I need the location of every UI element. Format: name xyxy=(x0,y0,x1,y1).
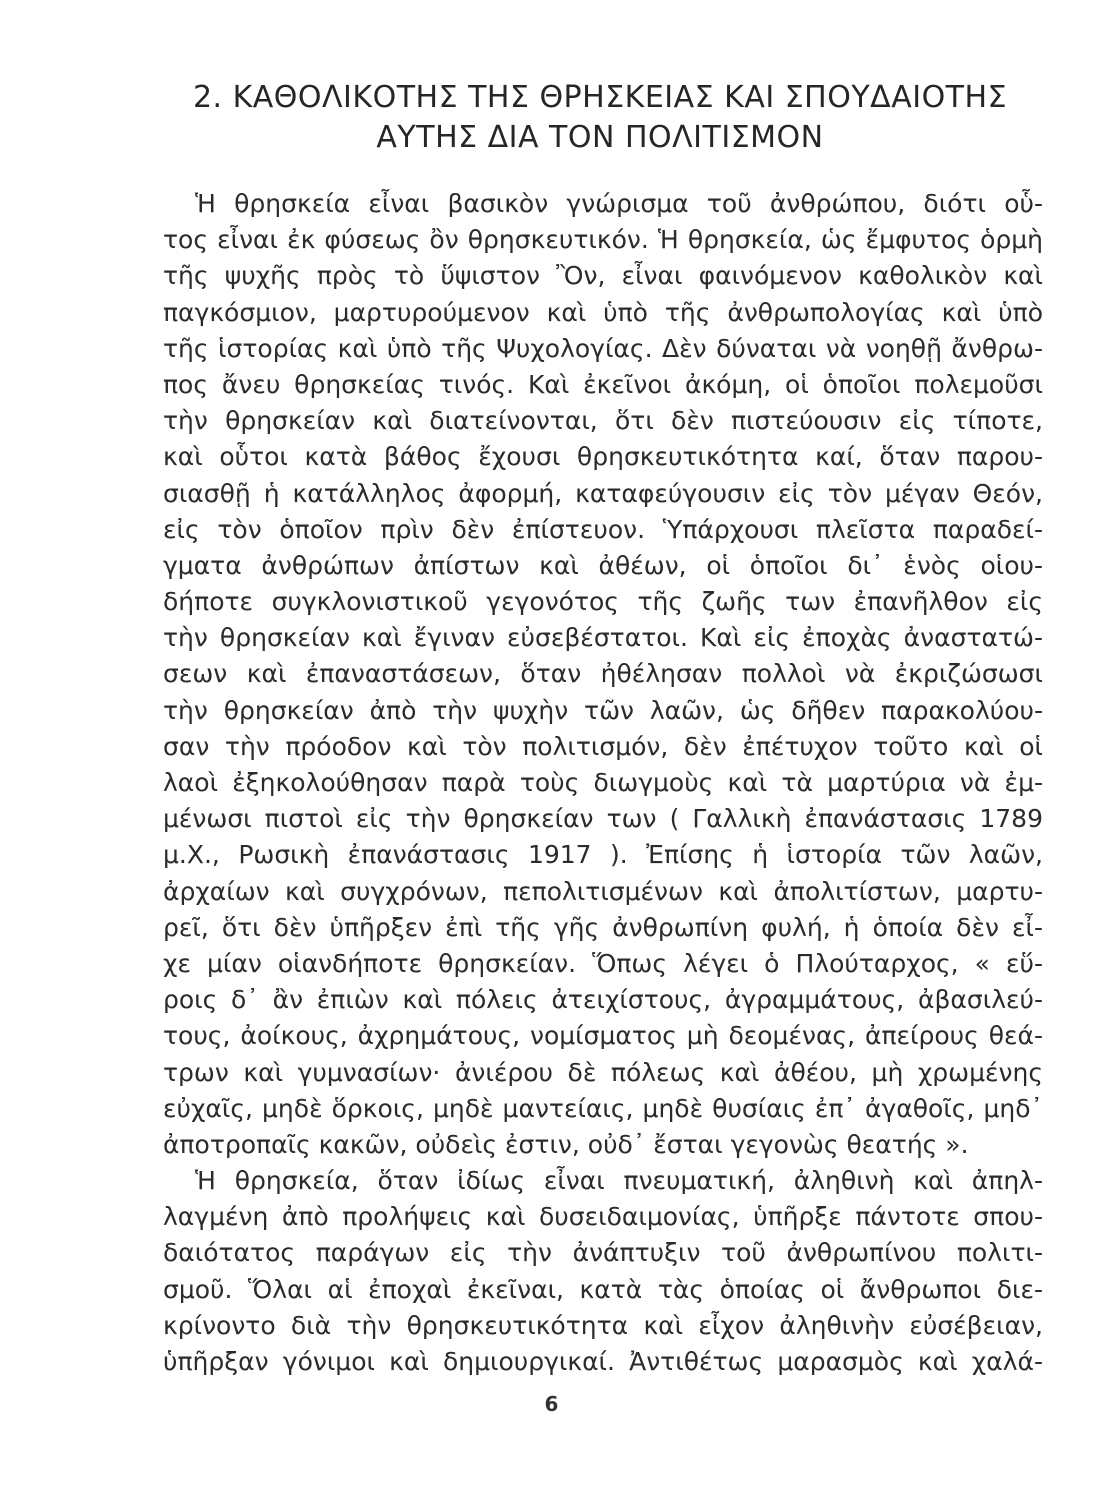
text-line: χε μίαν οἱανδήποτε θρησκείαν. Ὅπως λέγει ὁ Πλούταρχος, « εὕ- xyxy=(163,948,1043,978)
text-line: τους, ἀοίκους, ἀχρημάτους, νομίσματος μὴ δεομένας, ἀπείρους θεά- xyxy=(163,1021,1043,1051)
text-line: κρίνοντο διὰ τὴν θρησκευτικότητα καὶ εἶχον ἀληθινὴν εὐσέβειαν, xyxy=(163,1310,1043,1340)
text-line: σιασθῇ ἡ κατάλληλος ἀφορμή, καταφεύγουσιν εἰς τὸν μέγαν Θεόν, xyxy=(163,478,1043,508)
page-number: 6 xyxy=(544,1392,559,1416)
text-line: ροις δ᾿ ἂν ἐπιὼν καὶ πόλεις ἀτειχίστους, ἀγραμμάτους, ἀβασιλεύ- xyxy=(163,985,1043,1015)
text-line: σμοῦ. Ὅλαι αἱ ἐποχαὶ ἐκεῖναι, κατὰ τὰς ὁποίας οἱ ἄνθρωποι διε- xyxy=(163,1274,1043,1304)
text-line: τῆς ἱστορίας καὶ ὑπὸ τῆς Ψυχολογίας. Δὲν δύναται νὰ νοηθῇ ἄνθρω- xyxy=(163,333,1043,363)
text-line: εὐχαῖς, μηδὲ ὅρκοις, μηδὲ μαντείαις, μηδὲ θυσίαις ἐπ᾿ ἀγαθοῖς, μηδ᾿ xyxy=(163,1093,1043,1123)
text-line: ρεῖ, ὅτι δὲν ὑπῆρξεν ἐπὶ τῆς γῆς ἀνθρωπίνη φυλή, ἡ ὁποία δὲν εἶ- xyxy=(163,912,1043,942)
text-line: σεων καὶ ἐπαναστάσεων, ὅταν ἠθέλησαν πολλοὶ νὰ ἐκριζώσωσι xyxy=(163,659,1043,689)
text-line: μ.Χ., Ρωσικὴ ἐπανάστασις 1917 ). Ἐπίσης ἡ ἱστορία τῶν λαῶν, xyxy=(163,840,1043,870)
text-line: ἀρχαίων καὶ συγχρόνων, πεπολιτισμένων καὶ ἀπολιτίστων, μαρτυ- xyxy=(163,876,1043,906)
text-line: μένωσι πιστοὶ εἰς τὴν θρησκείαν των ( Γαλλικὴ ἐπανάστασις 1789 xyxy=(163,804,1043,834)
text-line: Ἡ θρησκεία εἶναι βασικὸν γνώρισμα τοῦ ἀνθρώπου, διότι οὗ- xyxy=(195,189,1043,218)
text-line: τὴν θρησκείαν καὶ ἔγιναν εὐσεβέστατοι. Καὶ εἰς ἐποχὰς ἀναστατώ- xyxy=(163,623,1043,653)
text-line: τὴν θρησκείαν ἀπὸ τὴν ψυχὴν τῶν λαῶν, ὡς δῆθεν παρακολύου- xyxy=(163,695,1043,725)
text-line: σαν τὴν πρόοδον καὶ τὸν πολιτισμόν, δὲν ἐπέτυχον τοῦτο καὶ οἱ xyxy=(163,731,1043,761)
text-line: τῆς ψυχῆς πρὸς τὸ ὕψιστον Ὂν, εἶναι φαινόμενον καθολικὸν καὶ xyxy=(163,261,1043,291)
text-line: ἀποτροπαῖς κακῶν, οὐδεὶς ἐστιν, οὐδ᾿ ἔσται γεγονὼς θεατής ». xyxy=(163,1129,969,1159)
text-line: πος ἄνευ θρησκείας τινός. Καὶ ἐκεῖνοι ἀκόμη, οἱ ὁποῖοι πολεμοῦσι xyxy=(163,369,1043,399)
text-line: τρων καὶ γυμνασίων· ἀνιέρου δὲ πόλεως καὶ ἀθέου, μὴ χρωμένης xyxy=(163,1057,1043,1087)
text-line: εἰς τὸν ὁποῖον πρὶν δὲν ἐπίστευον. Ὑπάρχουσι πλεῖστα παραδεί- xyxy=(163,514,1043,544)
text-line: παγκόσμιον, μαρτυρούμενον καὶ ὑπὸ τῆς ἀνθρωπολογίας καὶ ὑπὸ xyxy=(163,297,1043,327)
chapter-heading-line-1: 2. ΚΑΘΟΛΙΚΟΤΗΣ ΤΗΣ ΘΡΗΣΚΕΙΑΣ ΚΑΙ ΣΠΟΥΔΑΙΟΤΗΣ xyxy=(192,80,1008,115)
chapter-heading xyxy=(160,78,1040,158)
text-line: καὶ οὗτοι κατὰ βάθος ἔχουσι θρησκευτικότητα καί, ὅταν παρου- xyxy=(163,442,1043,472)
text-line: δήποτε συγκλονιστικοῦ γεγονότος τῆς ζωῆς των ἐπανῆλθον εἰς xyxy=(163,587,1043,617)
text-line: ὑπῆρξαν γόνιμοι καὶ δημιουργικαί. Ἀντιθέτως μαρασμὸς καὶ χαλά- xyxy=(163,1347,1043,1376)
text-line: Ἡ θρησκεία, ὅταν ἰδίως εἶναι πνευματική, ἀληθινὴ καὶ ἀπηλ- xyxy=(195,1166,1043,1196)
text-line: γματα ἀνθρώπων ἀπίστων καὶ ἀθέων, οἱ ὁποῖοι δι᾿ ἑνὸς οἱου- xyxy=(163,550,1043,580)
text-line: λαγμένη ἀπὸ προλήψεις καὶ δυσειδαιμονίας, ὑπῆρξε πάντοτε σπου- xyxy=(163,1202,1043,1232)
chapter-heading-line-2: ΑΥΤΗΣ ΔΙΑ ΤΟΝ ΠΟΛΙΤΙΣΜΟΝ xyxy=(376,120,824,155)
text-line: τος εἶναι ἐκ φύσεως ὂν θρησκευτικόν. Ἡ θρησκεία, ὡς ἔμφυτος ὁρμὴ xyxy=(163,225,1043,255)
text-line: δαιότατος παράγων εἰς τὴν ἀνάπτυξιν τοῦ ἀνθρωπίνου πολιτι- xyxy=(163,1238,1043,1268)
body-text xyxy=(163,186,1043,1380)
text-line: λαοὶ ἐξηκολούθησαν παρὰ τοὺς διωγμοὺς καὶ τὰ μαρτύρια νὰ ἐμ- xyxy=(163,768,1043,797)
text-line: τὴν θρησκείαν καὶ διατείνονται, ὅτι δὲν πιστεύουσιν εἰς τίποτε, xyxy=(163,406,1043,436)
